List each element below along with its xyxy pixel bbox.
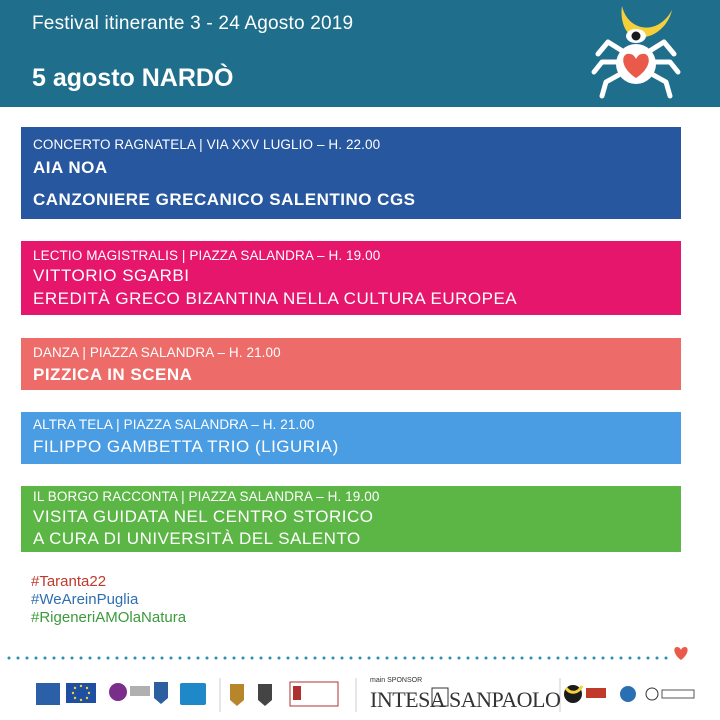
event-subtitle: EREDITÀ GRECO BIZANTINA NELLA CULTURA EUROPEA [33, 289, 518, 308]
event-meta: IL BORGO RACCONTA | PIAZZA SALANDRA – H. 19.00 [33, 489, 380, 504]
event-title: AIA NOA [33, 158, 108, 177]
event-card-concerto [21, 127, 681, 219]
sponsor-logos-graphic [0, 670, 720, 720]
header-banner [0, 0, 720, 107]
event-meta: CONCERTO RAGNATELA | VIA XXV LUGLIO – H. 22.00 [33, 137, 381, 152]
hashtag-list [31, 573, 186, 627]
event-meta: LECTIO MAGISTRALIS | PIAZZA SALANDRA – H. 19.00 [33, 248, 381, 263]
event-meta: ALTRA TELA | PIAZZA SALANDRA – H. 21.00 [33, 417, 315, 432]
event-subtitle: A CURA DI UNIVERSITÀ DEL SALENTO [33, 529, 361, 548]
event-card-lectio [21, 241, 681, 315]
event-title: CANZONIERE GRECANICO SALENTINO CGS [33, 190, 416, 209]
main-sponsor-label: main SPONSOR [370, 677, 423, 684]
event-meta: DANZA | PIAZZA SALANDRA – H. 21.00 [33, 345, 281, 360]
hashtag-taranta[interactable]: #Taranta22 [31, 573, 107, 590]
main-sponsor-name: INTESA SANPAOLO [370, 687, 561, 712]
festival-subtitle: Festival itinerante 3 - 24 Agosto 2019 [32, 13, 354, 34]
sponsor-logos-strip [0, 670, 720, 720]
event-card-borgo-racconta [21, 486, 681, 552]
hashtag-weareinpuglia[interactable]: #WeAreinPuglia [31, 591, 139, 608]
spider-heart-moon-icon [588, 2, 684, 102]
event-title: PIZZICA IN SCENA [33, 365, 193, 384]
event-card-altra-tela [21, 412, 681, 464]
page-title: 5 agosto NARDÒ [32, 64, 234, 92]
event-card-danza [21, 338, 681, 390]
heart-icon [672, 645, 690, 661]
hashtag-rigeneriamolanatura[interactable]: #RigeneriAMOlaNatura [31, 609, 187, 626]
event-title: FILIPPO GAMBETTA TRIO (LIGURIA) [33, 437, 339, 456]
event-title: VITTORIO SGARBI [33, 266, 190, 285]
dotted-divider [6, 655, 676, 661]
event-title: VISITA GUIDATA NEL CENTRO STORICO [33, 507, 374, 526]
